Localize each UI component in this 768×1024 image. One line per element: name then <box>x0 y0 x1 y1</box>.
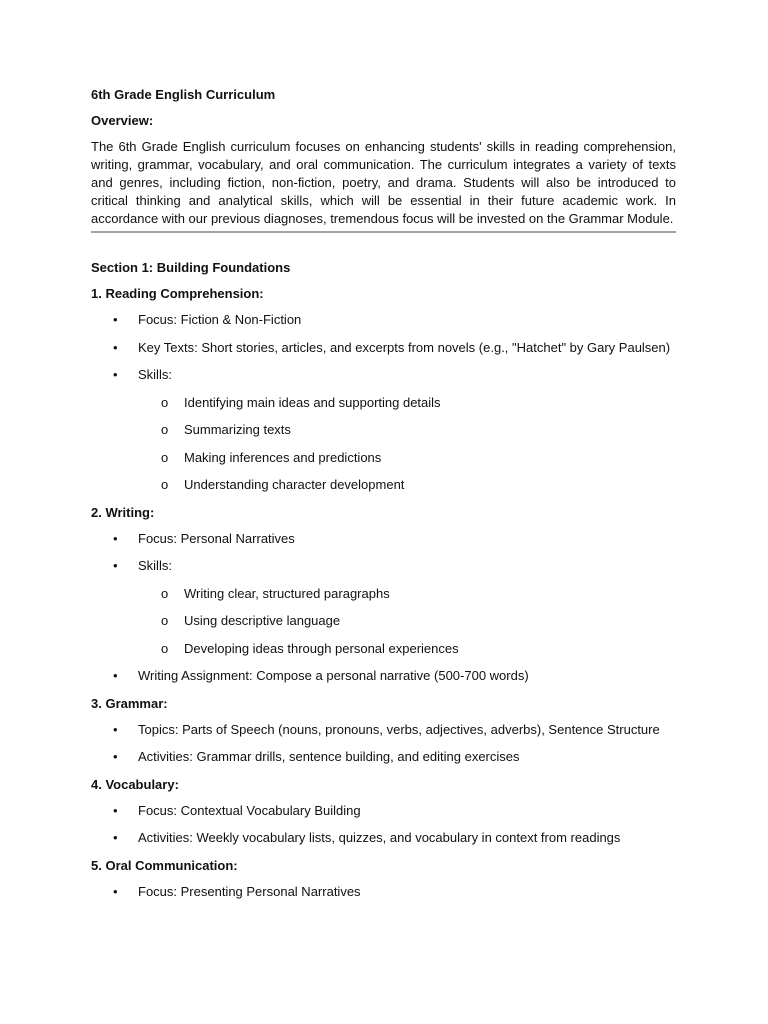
sub-list-item <box>138 449 676 466</box>
subsection-heading: 5. Oral Communication: <box>91 857 238 873</box>
sub-list-item-text: Understanding character development <box>184 477 405 492</box>
sub-list-item-text: Using descriptive language <box>184 613 341 628</box>
subsection-heading: 1. Reading Comprehension: <box>91 286 264 301</box>
list-item-text: Skills: <box>138 367 172 382</box>
list-item <box>91 721 676 738</box>
list-item <box>91 530 676 547</box>
bullet-list <box>91 311 676 493</box>
list-item <box>91 366 676 493</box>
sub-list-item <box>138 640 676 657</box>
sub-list-item <box>138 394 676 411</box>
sub-list-item <box>138 585 676 602</box>
list-item-text: Activities: Grammar drills, sentence building, and editing exercises <box>138 749 520 764</box>
list-item <box>91 667 676 684</box>
bullet-icon: • <box>113 339 118 355</box>
sub-list-item <box>138 612 676 629</box>
list-item-text: Writing Assignment: Compose a personal narrative (500-700 words) <box>138 668 529 683</box>
overview-heading: Overview: <box>91 113 154 128</box>
circle-bullet-icon: o <box>161 585 169 601</box>
bullet-icon: • <box>113 721 118 737</box>
subsection-heading: 2. Writing: <box>91 504 155 520</box>
bullet-icon: • <box>113 530 118 546</box>
bullet-list <box>91 883 676 900</box>
list-item <box>91 802 676 819</box>
list-item-text: Focus: Contextual Vocabulary Building <box>138 802 361 818</box>
sub-list-item-text: Developing ideas through personal experiences <box>184 640 459 656</box>
list-item-text: Key Texts: Short stories, articles, and excerpts from novels (e.g., "Hatchet" by Gary Paulsen) <box>138 339 671 355</box>
bullet-icon: • <box>113 312 118 327</box>
circle-bullet-icon: o <box>161 422 169 437</box>
bullet-icon: • <box>113 883 118 899</box>
sub-bullet-list <box>138 394 676 494</box>
list-item <box>91 748 676 765</box>
sub-list-item-text: Summarizing texts <box>184 422 291 437</box>
circle-bullet-icon: o <box>161 613 169 628</box>
bullet-icon: • <box>113 558 118 573</box>
document-page <box>91 86 676 910</box>
list-item <box>91 829 676 846</box>
list-item-text: Topics: Parts of Speech (nouns, pronouns, verbs, adjectives, adverbs), Sentence Structure <box>138 721 660 737</box>
list-item-text: Focus: Personal Narratives <box>138 530 295 546</box>
list-item <box>91 883 676 900</box>
bullet-icon: • <box>113 749 118 764</box>
bullet-list <box>91 802 676 847</box>
list-item-text: Focus: Presenting Personal Narratives <box>138 883 361 899</box>
bullet-icon: • <box>113 802 118 818</box>
subsections-container <box>91 285 676 900</box>
horizontal-divider <box>91 231 676 233</box>
subsection-heading: 4. Vocabulary: <box>91 776 179 792</box>
list-item-text: Focus: Fiction & Non-Fiction <box>138 312 302 327</box>
circle-bullet-icon: o <box>161 477 169 492</box>
section-title: Section 1: Building Foundations <box>91 260 291 275</box>
bullet-icon: • <box>113 367 118 382</box>
sub-list-item-text: Identifying main ideas and supporting details <box>184 394 441 410</box>
list-item <box>91 339 676 356</box>
overview-paragraph: The 6th Grade English curriculum focuses on enhancing students' skills in reading comprehension, writing, grammar, vocabulary, and oral communication. The curriculum integrates a variety of texts and genres, including fiction, non-fiction, poetry, and drama. Students will also be introduced to critical thinking and analytical skills, which will be essential in their future academic work. In accordance with our previous diagnoses, tremendous focus will be invested on the Grammar Module. <box>91 139 676 226</box>
document-title: 6th Grade English Curriculum <box>91 87 276 102</box>
sub-list-item-text: Making inferences and predictions <box>184 449 382 465</box>
bullet-list <box>91 721 676 766</box>
circle-bullet-icon: o <box>161 640 169 656</box>
bullet-icon: • <box>113 668 118 683</box>
circle-bullet-icon: o <box>161 449 169 465</box>
sub-list-item-text: Writing clear, structured paragraphs <box>184 585 390 601</box>
circle-bullet-icon: o <box>161 394 169 410</box>
list-item-text: Activities: Weekly vocabulary lists, quizzes, and vocabulary in context from readings <box>138 830 621 845</box>
bullet-list <box>91 530 676 685</box>
bullet-icon: • <box>113 830 118 845</box>
subsection-heading: 3. Grammar: <box>91 695 168 711</box>
list-item-text: Skills: <box>138 558 172 573</box>
sub-list-item <box>138 421 676 438</box>
sub-bullet-list <box>138 585 676 657</box>
list-item <box>91 311 676 328</box>
list-item <box>91 557 676 657</box>
sub-list-item <box>138 476 676 493</box>
